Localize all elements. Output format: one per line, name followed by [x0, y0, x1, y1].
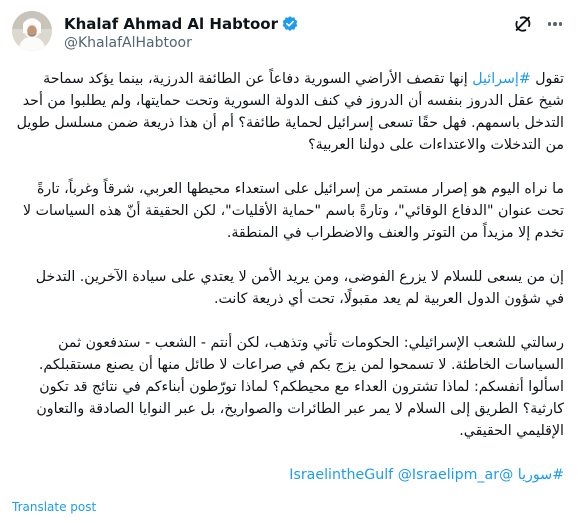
post-paragraph-4 [14, 332, 564, 442]
author-handle[interactable]: @KhalafAlHabtoor [64, 35, 192, 51]
mention-israelipm-ar-link[interactable]: @Israelipm_ar [397, 467, 500, 483]
grok-icon[interactable] [512, 13, 534, 35]
mention-israelinthegulf-link[interactable]: @IsraelintheGulf [289, 467, 514, 483]
author-name-row [64, 14, 299, 34]
post-body [14, 68, 564, 486]
more-options-icon[interactable] [544, 13, 566, 35]
verified-badge-icon [281, 15, 299, 33]
post-header [12, 10, 566, 60]
avatar[interactable] [12, 11, 52, 51]
post-paragraph-4-text: رسالتي للشعب الإسرائيلي: الحكومات تأتي وتذهب، لكن أنتم - الشعب - ستدفعون ثمن السياسات الخاطئة. لا تسمحوا لمن يزج بكم في صراعات لا طائل منها أن يصنع مستقبلكم. اسألوا أنفسكم: لماذا تشترون العداء مع محيطكم؟ لماذا تورّطون أبناءكم في نتائج قد تكون كارثية؟ الطريق إلى السلام لا يمر عبر الطائرات والصواريخ، بل عبر النوايا الصادقة والتعاون الإقليمي الحقيقي. [36, 335, 564, 439]
translate-post-link[interactable]: Translate post [12, 500, 97, 514]
post-tags-line [14, 464, 564, 486]
post-paragraph-3 [14, 266, 564, 310]
display-name[interactable]: Khalaf Ahmad Al Habtoor [64, 15, 278, 33]
post-paragraph-1-text: تقول #إسرائيل إنها تقصف الأراضي السورية دفاعاً عن الطائفة الدرزية، بينما يؤكد سماحة شيخ عقل الدروز بنفسه أن الدروز في كنف الدولة السورية وتحت حمايتها، ولم يطلبوا من أحد التدخل باسمهم. فهل حقًا تسعى إسرائيل لحماية طائفة؟ أم أن هذا ذريعة ضمن مسلسل طويل من التدخلات والاعتداءات على دولنا العربية؟ [16, 71, 564, 153]
post-paragraph-2 [14, 178, 564, 244]
hashtag-syria-link[interactable]: #سوريا [517, 467, 564, 483]
post-paragraph-3-text: إن من يسعى للسلام لا يزرع الفوضى، ومن يريد الأمن لا يعتدي على سيادة الآخرين. التدخل في شؤون الدول العربية لم يعد مقبولًا، تحت أي ذريعة كانت. [35, 269, 564, 307]
hashtag-israel-link[interactable]: #إسرائيل [472, 71, 531, 87]
post-paragraph-1 [14, 68, 564, 156]
post-paragraph-2-text: ما نراه اليوم هو إصرار مستمر من إسرائيل على استعداء محيطها العربي، شرقاً وغرباً، تارةً تحت عنوان "الدفاع الوقائي"، وتارةً باسم "حماية الأقليات"، لكن الحقيقة أنّ هذه السياسات لا تخدم إلا مزيداً من التوتر والعنف والاضطراب في المنطقة. [23, 181, 564, 241]
